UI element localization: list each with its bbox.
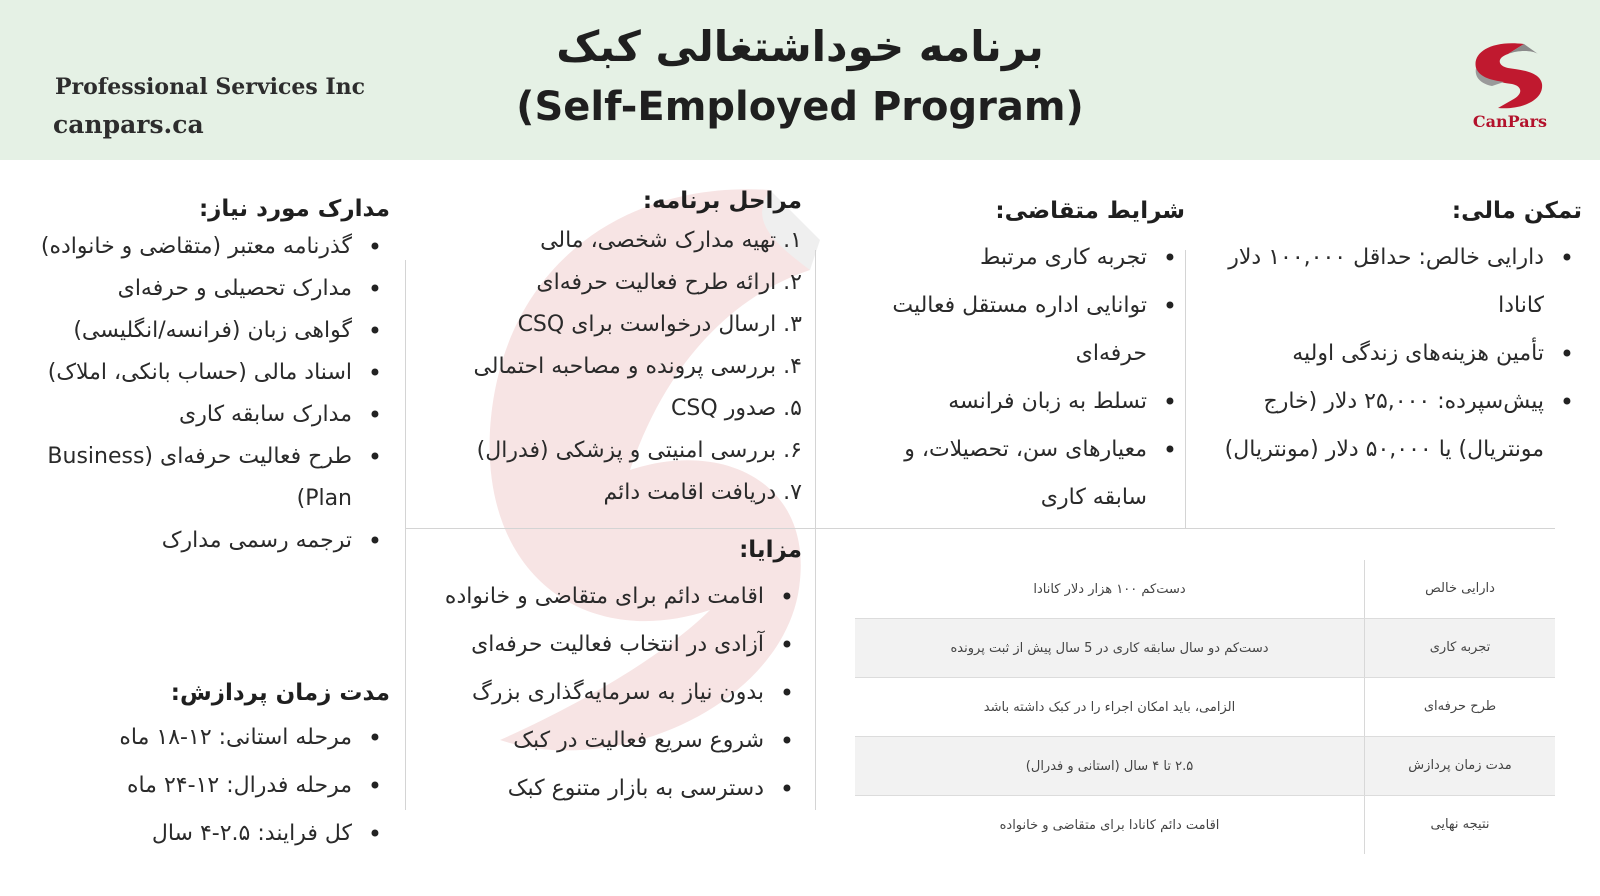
documents-heading: مدارک مورد نیاز: [198, 196, 390, 222]
divider [405, 528, 1555, 529]
list-item: ۱. تهیه مدارک شخصی، مالی [540, 228, 802, 253]
website-link[interactable]: canpars.ca [53, 110, 204, 139]
list-item: • کل فرایند: ۲.۵-۴ سال [40, 810, 390, 858]
table-value: دست‌کم ۱۰۰ هزار دلار کانادا [1033, 581, 1186, 597]
list-item: • مرحله فدرال: ۱۲-۲۴ ماه [40, 762, 390, 810]
list-item: ۶. بررسی امنیتی و پزشکی (فدرال) [476, 438, 802, 463]
table-label: مدت زمان پردازش [1364, 737, 1555, 795]
table-value: دست‌کم دو سال سابقه کاری در 5 سال پیش از ثبت پرونده [950, 640, 1269, 656]
divider [815, 250, 816, 810]
company-name: Professional Services Inc [55, 74, 366, 100]
header-banner [0, 0, 1600, 160]
table-row [855, 737, 1555, 796]
summary-table [855, 560, 1555, 854]
list-item: • گذرنامه معتبر (متقاضی و خانواده) [40, 226, 390, 268]
list-item: • معیارهای سن، تحصیلات، و سابقه کاری [860, 426, 1185, 522]
list-item: • مرحله استانی: ۱۲-۱۸ ماه [40, 714, 390, 762]
list-item: ۲. ارائه طرح فعالیت حرفه‌ای [536, 270, 802, 295]
list-item: • دسترسی به بازار متنوع کبک [420, 765, 802, 813]
list-item: • مدارک سابقه کاری [40, 394, 390, 436]
logo-label: CanPars [1472, 112, 1548, 131]
list-item: • مدارک تحصیلی و حرفه‌ای [40, 268, 390, 310]
documents-section [40, 196, 390, 562]
page-title-english: (Self-Employed Program) [516, 84, 1084, 130]
table-row [855, 796, 1555, 854]
list-item: ۳. ارسال درخواست برای CSQ [517, 312, 802, 337]
list-item: • اقامت دائم برای متقاضی و خانواده [420, 573, 802, 621]
list-item: • تأمین هزینه‌های زندگی اولیه [1196, 330, 1582, 378]
table-label: تجربه کاری [1364, 619, 1555, 677]
table-row [855, 619, 1555, 678]
processing-section [40, 680, 390, 858]
list-item: ۷. دریافت اقامت دائم [603, 480, 802, 505]
table-label: طرح حرفه‌ای [1364, 678, 1555, 736]
list-item: ۵. صدور CSQ [671, 396, 802, 421]
list-item: • اسناد مالی (حساب بانکی، املاک) [40, 352, 390, 394]
list-item: ۴. بررسی پرونده و مصاحبه احتمالی [473, 354, 802, 379]
divider [1185, 250, 1186, 528]
processing-heading: مدت زمان پردازش: [170, 680, 390, 706]
list-item: • دارایی خالص: حداقل ۱۰۰,۰۰۰ دلار کانادا [1196, 234, 1582, 330]
list-item: • ترجمه رسمی مدارک [40, 520, 390, 562]
divider [405, 260, 406, 810]
requirements-section [860, 198, 1185, 522]
financial-heading: تمکن مالی: [1451, 198, 1582, 224]
list-item: • بدون نیاز به سرمایه‌گذاری بزرگ [420, 669, 802, 717]
table-row [855, 560, 1555, 619]
list-item: • توانایی اداره مستقل فعالیت حرفه‌ای [860, 282, 1185, 378]
list-item: • طرح فعالیت حرفه‌ای (Business Plan) [40, 436, 390, 520]
benefits-section [420, 537, 802, 813]
steps-section [420, 188, 802, 514]
list-item: • تجربه کاری مرتبط [860, 234, 1185, 282]
requirements-heading: شرایط متقاضی: [995, 198, 1185, 224]
list-item: • تسلط به زبان فرانسه [860, 378, 1185, 426]
list-item: • پیش‌سپرده: ۲۵,۰۰۰ دلار (خارج مونتریال) یا ۵۰,۰۰۰ دلار (مونتریال) [1196, 378, 1582, 474]
list-item: • شروع سریع فعالیت در کبک [420, 717, 802, 765]
steps-heading: مراحل برنامه: [642, 188, 802, 214]
page-title-persian: برنامه خوداشتغالی کبک [556, 22, 1044, 71]
table-value: اقامت دائم کانادا برای متقاضی و خانواده [999, 817, 1220, 833]
canpars-s-logo-icon [1462, 38, 1558, 118]
table-value: الزامی، باید امکان اجراء را در کبک داشته باشد [983, 699, 1236, 715]
benefits-heading: مزایا: [739, 537, 802, 563]
canpars-logo [1462, 38, 1558, 138]
financial-section [1196, 198, 1582, 474]
table-value: ۲.۵ تا ۴ سال (استانی و فدرال) [1025, 758, 1194, 774]
table-label: دارایی خالص [1364, 560, 1555, 618]
table-label: نتیجه نهایی [1364, 796, 1555, 854]
list-item: • آزادی در انتخاب فعالیت حرفه‌ای [420, 621, 802, 669]
list-item: • گواهی زبان (فرانسه/انگلیسی) [40, 310, 390, 352]
table-row [855, 678, 1555, 737]
